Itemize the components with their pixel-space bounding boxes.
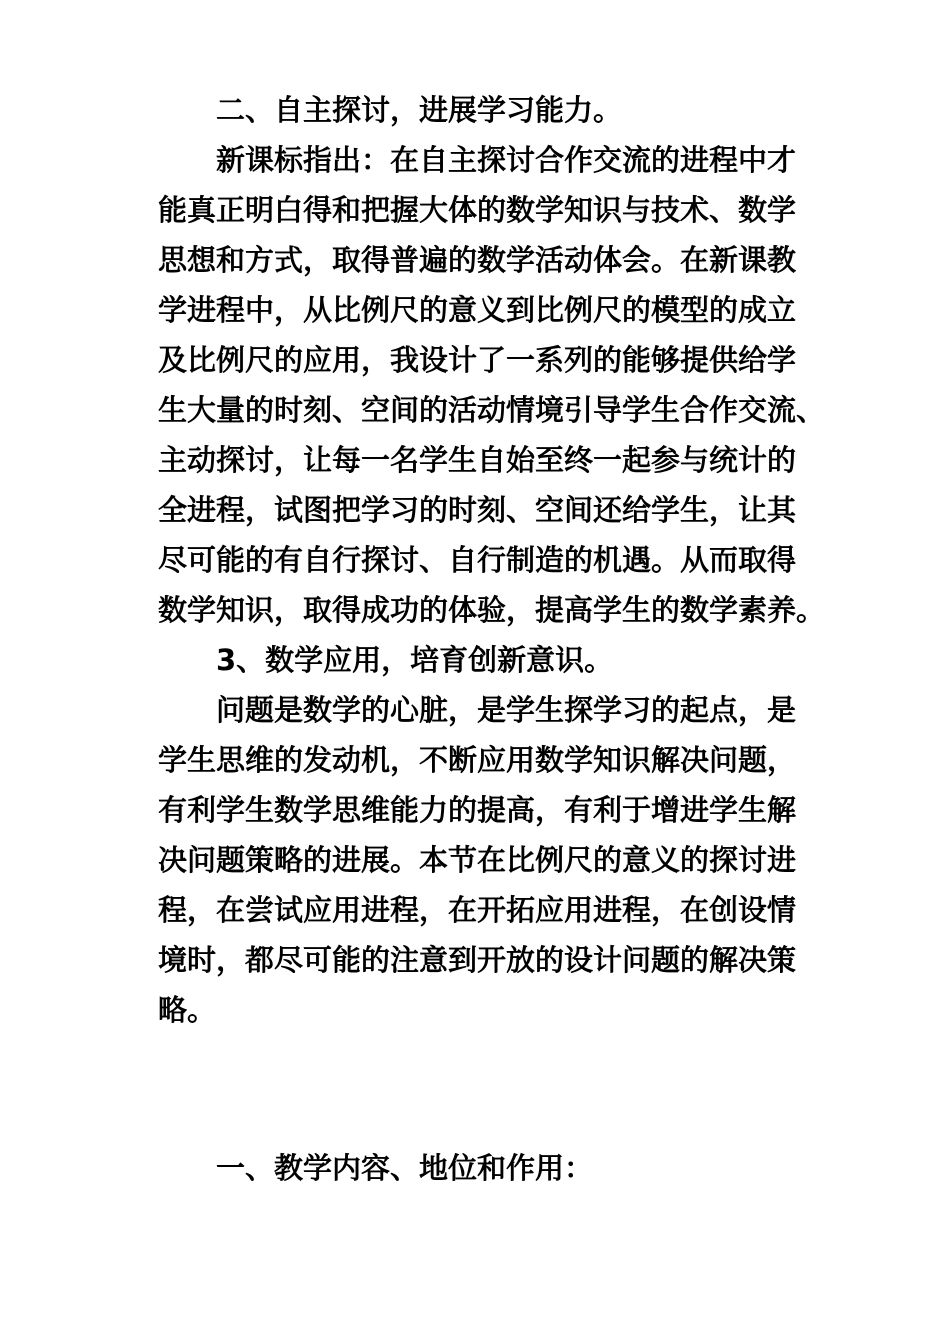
paragraph-line: 生大量的时刻、空间的活动情境引导学生合作交流、 xyxy=(158,393,826,427)
paragraph-line: 及比例尺的应用，我设计了一系列的能够提供给学 xyxy=(158,343,797,377)
paragraph-line: 思想和方式，取得普遍的数学活动体会。在新课教 xyxy=(158,243,797,277)
paragraph-line: 决问题策略的进展。本节在比例尺的意义的探讨进 xyxy=(158,843,797,877)
paragraph-line: 程，在尝试应用进程，在开拓应用进程，在创设情 xyxy=(158,893,797,927)
section-heading: 一、教学内容、地位和作用： xyxy=(216,1151,594,1185)
section-heading: 3、数学应用，培育创新意识。 xyxy=(216,643,614,677)
paragraph-line: 问题是数学的心脏，是学生探学习的起点，是 xyxy=(216,693,797,727)
paragraph-line: 略。 xyxy=(158,993,217,1027)
paragraph-line: 尽可能的有自行探讨、自行制造的机遇。从而取得 xyxy=(158,543,797,577)
paragraph-line: 学生思维的发动机，不断应用数学知识解决问题， xyxy=(158,743,797,777)
paragraph-line: 主动探讨，让每一名学生自始至终一起参与统计的 xyxy=(158,443,797,477)
paragraph-line: 全进程，试图把学习的时刻、空间还给学生，让其 xyxy=(158,493,797,527)
paragraph-line: 有利学生数学思维能力的提高，有利于增进学生解 xyxy=(158,793,797,827)
paragraph-line: 学进程中，从比例尺的意义到比例尺的模型的成立 xyxy=(158,293,797,327)
section-heading: 二、自主探讨，进展学习能力。 xyxy=(216,93,623,127)
paragraph-line: 境时，都尽可能的注意到开放的设计问题的解决策 xyxy=(158,943,797,977)
paragraph-line: 新课标指出：在自主探讨合作交流的进程中才 xyxy=(216,143,797,177)
paragraph-line: 数学知识，取得成功的体验，提高学生的数学素养。 xyxy=(158,593,826,627)
paragraph-line: 能真正明白得和把握大体的数学知识与技术、数学 xyxy=(158,193,797,227)
